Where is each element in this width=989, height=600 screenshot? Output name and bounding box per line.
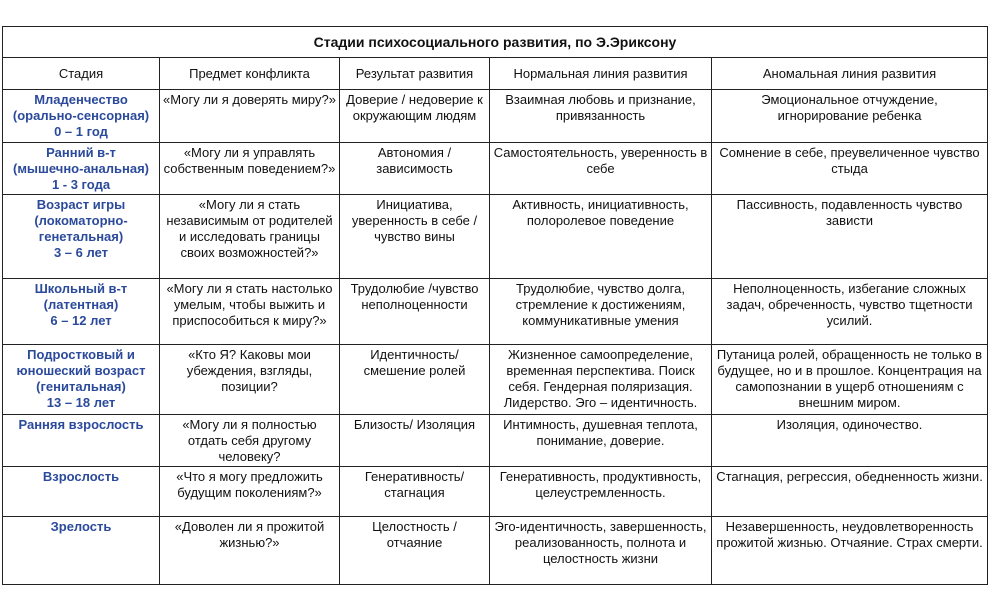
result-cell: Целостность / отчаяние [340, 517, 490, 585]
stage-cell [3, 345, 160, 415]
result-cell: Генеративность/ стагнация [340, 467, 490, 517]
stage-line: Школьный в-т [34, 281, 128, 296]
column-header-abnormal: Аномальная линия развития [712, 58, 988, 90]
table-row [3, 195, 988, 279]
stage-line: 6 – 12 лет [50, 313, 112, 328]
stage-line: 1 - 3 года [51, 177, 111, 192]
abnormal-cell: Неполноценность, избегание сложных задач, обреченность, чувство тщетности усилий. [712, 279, 988, 345]
result-cell: Трудолюбие /чувство неполноценности [340, 279, 490, 345]
conflict-cell: «Могу ли я стать независимым от родителей и исследовать границы своих возможностей?» [160, 195, 340, 279]
stage-line: (локоматорно- [34, 213, 128, 228]
normal-cell: Эго-идентичность, завершенность, реализованность, полнота и целостность жизни [490, 517, 712, 585]
normal-cell: Взаимная любовь и признание, привязанность [490, 90, 712, 143]
stage-cell [3, 467, 160, 517]
conflict-cell: «Что я могу предложить будущим поколениям?» [160, 467, 340, 517]
result-cell: Близость/ Изоляция [340, 415, 490, 467]
stage-line: Ранний в-т [46, 145, 116, 160]
stage-line: (латентная) [43, 297, 119, 312]
result-cell: Доверие / недоверие к окружающим людям [340, 90, 490, 143]
stage-line: (орально-сенсорная) [12, 108, 150, 123]
result-cell: Инициатива, уверенность в себе / чувство вины [340, 195, 490, 279]
abnormal-cell: Путаница ролей, обращенность не только в будущее, но и в прошлое. Концентрация на самопознании в ущерб отношениям с внешним миром. [712, 345, 988, 415]
normal-cell: Трудолюбие, чувство долга, стремление к достижениям, коммуникативные умения [490, 279, 712, 345]
table-row [3, 279, 988, 345]
stage-line: Возраст игры [36, 197, 126, 212]
header-row [3, 58, 988, 90]
conflict-cell: «Кто Я? Каковы мои убеждения, взгляды, позиции? [160, 345, 340, 415]
stage-cell [3, 517, 160, 585]
stage-line: (мышечно-анальная) [12, 161, 150, 176]
table-row [3, 345, 988, 415]
table-row [3, 143, 988, 195]
table-row [3, 415, 988, 467]
result-cell: Автономия / зависимость [340, 143, 490, 195]
normal-cell: Интимность, душевная теплота, понимание, доверие. [490, 415, 712, 467]
abnormal-cell: Изоляция, одиночество. [712, 415, 988, 467]
stage-line: 13 – 18 лет [46, 395, 116, 410]
stage-line: Младенчество [34, 92, 128, 107]
stage-line: юношеский возраст [16, 363, 146, 378]
conflict-cell: «Могу ли я полностью отдать себя другому человеку? [160, 415, 340, 467]
stage-line: Зрелость [50, 519, 112, 534]
erikson-stages-table [2, 26, 988, 585]
column-header-stage: Стадия [3, 58, 160, 90]
stage-cell [3, 195, 160, 279]
title-row [3, 27, 988, 58]
abnormal-cell: Эмоциональное отчуждение, игнорирование ребенка [712, 90, 988, 143]
normal-cell: Активность, инициативность, полоролевое поведение [490, 195, 712, 279]
result-cell: Идентичность/ смешение ролей [340, 345, 490, 415]
stage-cell [3, 143, 160, 195]
table-row [3, 90, 988, 143]
column-header-conflict: Предмет конфликта [160, 58, 340, 90]
conflict-cell: «Могу ли я стать настолько умелым, чтобы выжить и приспособиться к миру?» [160, 279, 340, 345]
normal-cell: Генеративность, продуктивность, целеустремленность. [490, 467, 712, 517]
stage-cell [3, 279, 160, 345]
stage-line: Ранняя взрослость [18, 417, 144, 432]
stage-line: 0 – 1 год [54, 124, 108, 139]
abnormal-cell: Пассивность, подавленность чувство зависти [712, 195, 988, 279]
stage-line: Подростковый и [27, 347, 135, 362]
abnormal-cell: Незавершенность, неудовлетворенность прожитой жизнью. Отчаяние. Страх смерти. [712, 517, 988, 585]
stage-line: 3 – 6 лет [53, 245, 109, 260]
table-row [3, 517, 988, 585]
stage-line: Взрослость [42, 469, 120, 484]
conflict-cell: «Доволен ли я прожитой жизнью?» [160, 517, 340, 585]
table-title: Стадии психосоциального развития, по Э.Эриксону [3, 27, 988, 58]
table-row [3, 467, 988, 517]
normal-cell: Жизненное самоопределение, временная перспектива. Поиск себя. Гендерная поляризация. Лидерство. Эго – идентичность. [490, 345, 712, 415]
stage-cell [3, 90, 160, 143]
column-header-result: Результат развития [340, 58, 490, 90]
abnormal-cell: Стагнация, регрессия, обедненность жизни. [712, 467, 988, 517]
normal-cell: Самостоятельность, уверенность в себе [490, 143, 712, 195]
stage-cell [3, 415, 160, 467]
conflict-cell: «Могу ли я управлять собственным поведением?» [160, 143, 340, 195]
abnormal-cell: Сомнение в себе, преувеличенное чувство стыда [712, 143, 988, 195]
column-header-normal: Нормальная линия развития [490, 58, 712, 90]
stage-line: (генитальная) [36, 379, 126, 394]
conflict-cell: «Могу ли я доверять миру?» [160, 90, 340, 143]
stage-line: генетальная) [38, 229, 124, 244]
erikson-stages-document [2, 26, 987, 585]
